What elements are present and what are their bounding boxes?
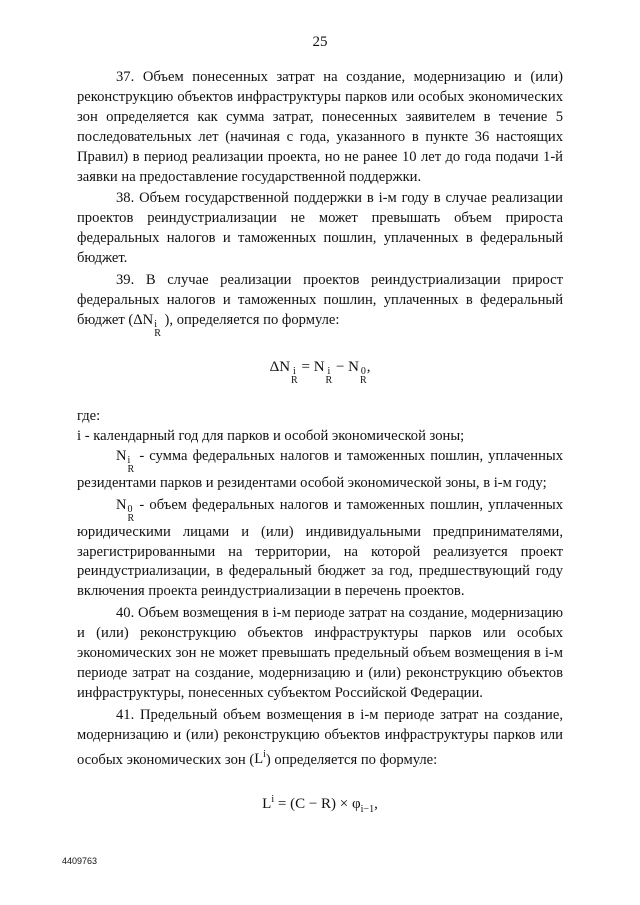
paragraph-41: 41. Предельный объем возмещения в i-м периоде затрат на создание, модернизацию и (или) реконструкцию объектов инфраструктуры парков или особых экономических зон $(L^i)$ определяется по формуле: (77, 706, 563, 768)
paragraph-37: 37. Объем понесенных затрат на создание, модернизацию и (или) реконструкцию объектов инфраструктуры парков или особых экономических зон определяется как сумма затрат, понесенных заявителем в течение 5 последовательных лет (начиная с года, указанного в пункте 36 настоящих Правил) в период реализации проекта, но не ранее 10 лет до года подачи 1-й заявки на предоставление государственной поддержки. (77, 69, 563, 185)
paragraph-39-tail: ), определяется по формуле: (164, 311, 340, 328)
document-code: 4409763 (62, 856, 98, 866)
document-body (77, 68, 563, 842)
nri-symbol: N i R (116, 447, 135, 475)
page-number: 25 (312, 34, 328, 50)
where-label: где: (77, 407, 101, 424)
delta-nri-symbol: ΔN i R (133, 311, 161, 339)
formula-l: $L^i = (C - R) \times \varphi_{i-1}$, (262, 794, 378, 816)
paragraph-40: 40. Объем возмещения в i-м периоде затрат на создание, модернизацию и (или) реконструкцию объектов инфраструктуры парков или особых экономических зон не может превышать предельный объем возмещения в i-м периоде затрат на создание, модернизацию и (или) реконструкцию объектов инфраструктуры, понесенных субъектом Российской Федерации. (77, 605, 563, 701)
paragraph-39 (77, 271, 563, 338)
paragraph-39-text: 39. В случае реализации проектов реиндустриализации прирост федеральных налогов и таможенных пошлин, уплаченных в федеральный бюджет ( (77, 272, 563, 328)
definition-i: i - календарный год для парков и особой экономической зоны; (77, 427, 465, 444)
definition-nr0: N 0 R - объем федеральных налогов и таможенных пошлин, уплаченных юридическими лицами и (или) индивидуальными предпринимателями, зарегистрированными на территории, на которой реализуется проект реиндустриализации, в федеральный бюджет за год, предшествующий году включения проекта реиндустриализации в перечень проектов. (77, 496, 563, 600)
li-symbol: $L^i$ (254, 749, 266, 768)
paragraph-38: 38. Объем государственной поддержки в i-м году в случае реализации проектов реиндустриализации не может превышать объем прироста федеральных налогов и таможенных пошлин, уплаченных в федеральный бюджет. (77, 190, 563, 267)
formula-delta-n: ΔN i R = N i R − N 0 R , (269, 358, 371, 386)
nr0-symbol: N 0 R (116, 496, 135, 524)
definition-nri: N i R - сумма федеральных налогов и таможенных пошлин, уплаченных резидентами парков и резидентами особой экономической зоны, в i-м году; (77, 447, 564, 491)
